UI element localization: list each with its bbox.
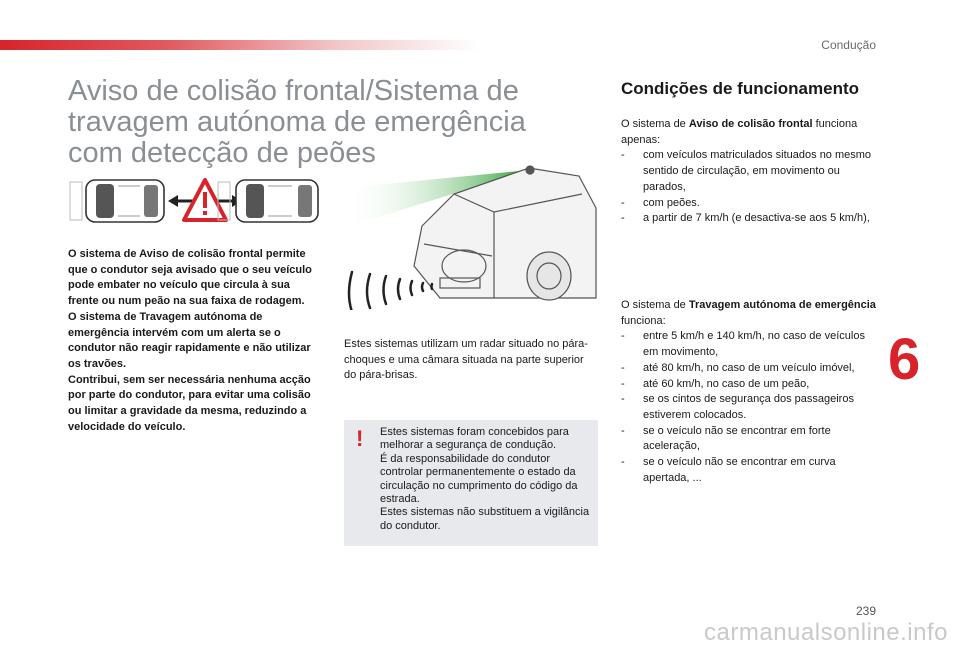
warning-text <box>380 426 594 533</box>
cars-warning-illustration <box>66 176 328 226</box>
list-item: - até 60 km/h, no caso de um peão, <box>621 377 877 393</box>
list-item: - se o veículo não se encontrar em forte aceleração, <box>621 424 877 455</box>
list-item: - até 80 km/h, no caso de um veículo imóvel, <box>621 361 877 377</box>
sensors-description: Estes sistemas utilizam um radar situado no pára-choques e uma câmara situada na parte superior do pára-brisas. <box>344 338 588 382</box>
section-title: Condução <box>821 38 876 52</box>
aeb-conditions <box>621 298 877 486</box>
chapter-number: 6 <box>888 327 921 392</box>
intro-paragraph: O sistema de Aviso de colisão frontal permite que o condutor seja avisado que o seu veículo pode embater no veículo que circula à sua frente ou num peão na sua faixa de rodagem. O sistema de Travagem autónoma de emergência intervém com um alerta se o condutor não reagir rapidamente e não utilizar os travões. Contribui, sem ser necessária nenhuma acção por parte do condutor, para evitar uma colisão ou limitar a gravidade da mesma, reduzindo a velocidade do veículo. <box>68 248 312 433</box>
aeb-intro: O sistema de Travagem autónoma de emergência funciona: <box>621 299 876 327</box>
watermark: carmanualsonline.info <box>704 619 948 646</box>
list-item: - se o veículo não se encontrar em curva apertada, ... <box>621 455 877 486</box>
warning-line: É da responsabilidade do condutor controlar permanentemente o estado da circulação no cumprimento do código da estrada. <box>380 452 578 506</box>
radar-waves-icon <box>349 272 432 310</box>
radar-camera-illustration <box>344 148 600 310</box>
fcw-condition-list <box>621 148 877 227</box>
warning-line: Estes sistemas não substituem a vigilância do condutor. <box>380 506 590 532</box>
page-number: 239 <box>855 604 876 618</box>
header-accent-bar <box>0 40 480 50</box>
list-item: - com peões. <box>621 196 877 212</box>
exclamation-icon: ! <box>356 426 364 451</box>
rear-car-icon <box>70 180 164 222</box>
conditions-heading: Condições de funcionamento <box>621 79 860 98</box>
warning-line: Estes sistemas foram concebidos para melhorar a segurança de condução. <box>380 426 569 452</box>
fcw-conditions <box>621 117 877 227</box>
page-title: Aviso de colisão frontal/Sistema de travagem autónoma de emergência com detecção de peões <box>68 75 526 169</box>
aeb-condition-list <box>621 329 877 486</box>
list-item: - se os cintos de segurança dos passageiros estiverem colocados. <box>621 392 877 423</box>
list-item: - com veículos matriculados situados no mesmo sentido de circulação, em movimento ou parados, <box>621 148 877 195</box>
list-item: - a partir de 7 km/h (e desactiva-se aos 5 km/h), <box>621 211 877 227</box>
fcw-intro: O sistema de Aviso de colisão frontal funciona apenas: <box>621 118 858 146</box>
list-item: - entre 5 km/h e 140 km/h, no caso de veículos em movimento, <box>621 329 877 360</box>
warning-box <box>344 420 598 546</box>
